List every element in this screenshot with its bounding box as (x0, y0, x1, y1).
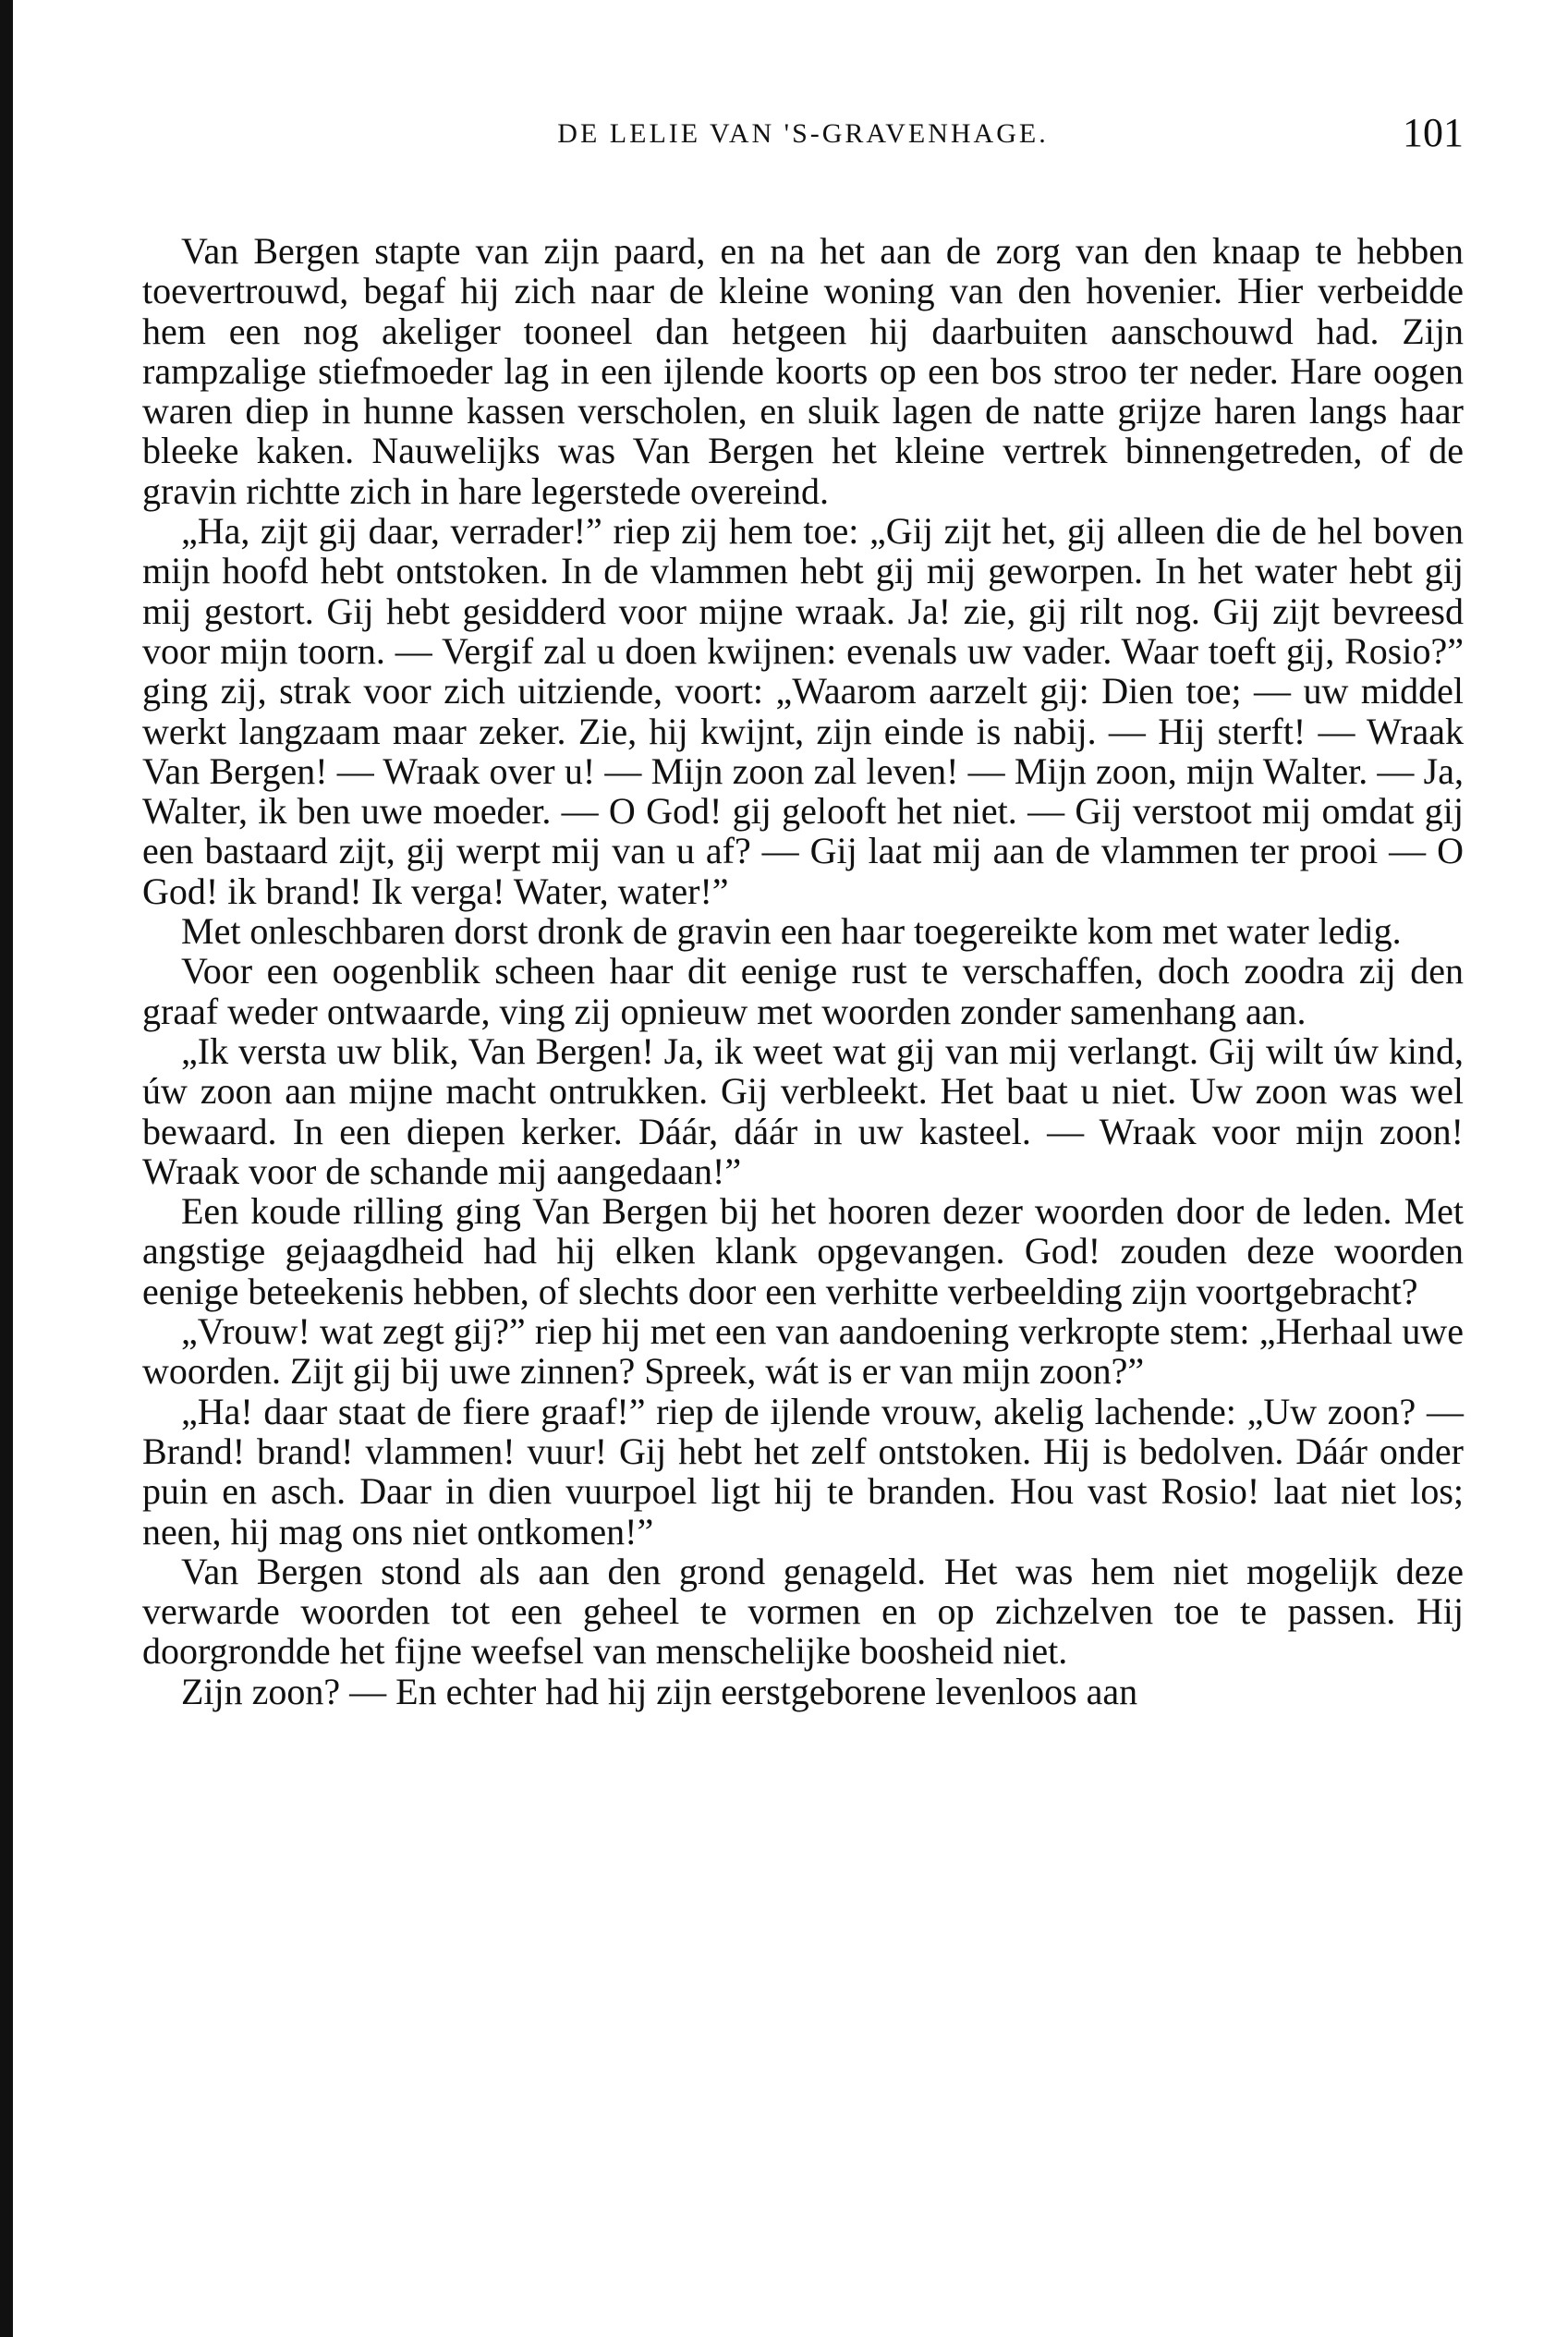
body-text (142, 231, 1464, 1711)
paragraph: „Ik versta uw blik, Van Bergen! Ja, ik weet wat gij van mij verlangt. Gij wilt úw kind, úw zoon aan mijne macht ontrukken. Gij verbleekt. Het baat u niet. Uw zoon was wel bewaard. In een diepen kerker. Dáár, dáár in uw kasteel. — Wraak voor mijn zoon! Wraak voor de schande mij aangedaan!” (142, 1029, 1464, 1192)
book-page (142, 109, 1464, 1711)
paragraph: „Vrouw! wat zegt gij?” riep hij met een van aandoening verkropte stem: „Herhaal uwe woorden. Zijt gij bij uwe zinnen? Spreek, wát is er van mijn zoon?” (142, 1310, 1464, 1393)
running-title: DE LELIE VAN 'S-GRAVENHAGE. (557, 118, 1049, 149)
paragraph: „Ha, zijt gij daar, verrader!” riep zij hem toe: „Gij zijt het, gij alleen die de hel boven mijn hoofd hebt ontstoken. In de vlammen hebt gij mij geworpen. In het water hebt gij mij gestort. Gij hebt gesidderd voor mijne wraak. Ja! zie, gij rilt nog. Gij zijt bevreesd voor mijn toorn. — Vergif zal u doen kwijnen: evenals uw vader. Waar toeft gij, Rosio?” ging zij, strak voor zich uitziende, voort: „Waarom aarzelt gij: Dien toe; — uw middel werkt langzaam maar zeker. Zie, hij kwijnt, zijn einde is nabij. — Hij sterft! — Wraak Van Bergen! — Wraak over u! — Mijn zoon zal leven! — Mijn zoon, mijn Walter. — Ja, Walter, ik ben uwe moeder. — O God! gij gelooft het niet. — Gij verstoot mij omdat gij een bastaard zijt, gij werpt mij van u af? — Gij laat mij aan de vlammen ter prooi — O God! ik brand! Ik verga! Water, water!” (142, 510, 1464, 912)
page-header (142, 109, 1464, 174)
paragraph: Van Bergen stond als aan den grond genageld. Het was hem niet mogelijk deze verwarde woorden tot een geheel te vormen en op zichzelven toe te passen. Hij doorgrondde het fijne weefsel van menschelijke boosheid niet. (142, 1550, 1464, 1673)
paragraph: Van Bergen stapte van zijn paard, en na het aan de zorg van den knaap te hebben toevertrouwd, begaf hij zich naar de kleine woning van den hovenier. Hier verbeidde hem een nog akeliger tooneel dan hetgeen hij daarbuiten aanschouwd had. Zijn rampzalige stiefmoeder lag in een ijlende koorts op een bos stroo ter neder. Hare oogen waren diep in hunne kassen verscholen, en sluik lagen de natte grijze haren langs haar bleeke kaken. Nauwelijks was Van Bergen het kleine vertrek binnengetreden, of de gravin richtte zich in hare legerstede overeind. (142, 230, 1464, 512)
paragraph: Een koude rilling ging Van Bergen bij het hooren dezer woorden door de leden. Met angstige gejaagdheid had hij elken klank opgevangen. God! zouden deze woorden eenige beteekenis hebben, of slechts door een verhitte verbeelding zijn voortgebracht? (142, 1190, 1464, 1312)
paragraph: Met onleschbaren dorst dronk de gravin een haar toegereikte kom met water ledig. (181, 910, 1402, 953)
page-spine-edge (0, 0, 13, 2337)
paragraph: „Ha! daar staat de fiere graaf!” riep de ijlende vrouw, akelig lachende: „Uw zoon? — Brand! brand! vlammen! vuur! Gij hebt het zelf ontstoken. Hij is bedolven. Dáár onder puin en asch. Daar in dien vuurpoel ligt hij te branden. Hou vast Rosio! laat niet los; neen, hij mag ons niet ontkomen!” (142, 1390, 1464, 1552)
paragraph: Zijn zoon? — En echter had hij zijn eerstgeborene levenloos aan (181, 1670, 1138, 1712)
page-number: 101 (1403, 110, 1464, 155)
paragraph: Voor een oogenblik scheen haar dit eenige rust te verschaffen, doch zoodra zij den graaf weder ontwaarde, ving zij opnieuw met woorden zonder samenhang aan. (142, 950, 1464, 1032)
